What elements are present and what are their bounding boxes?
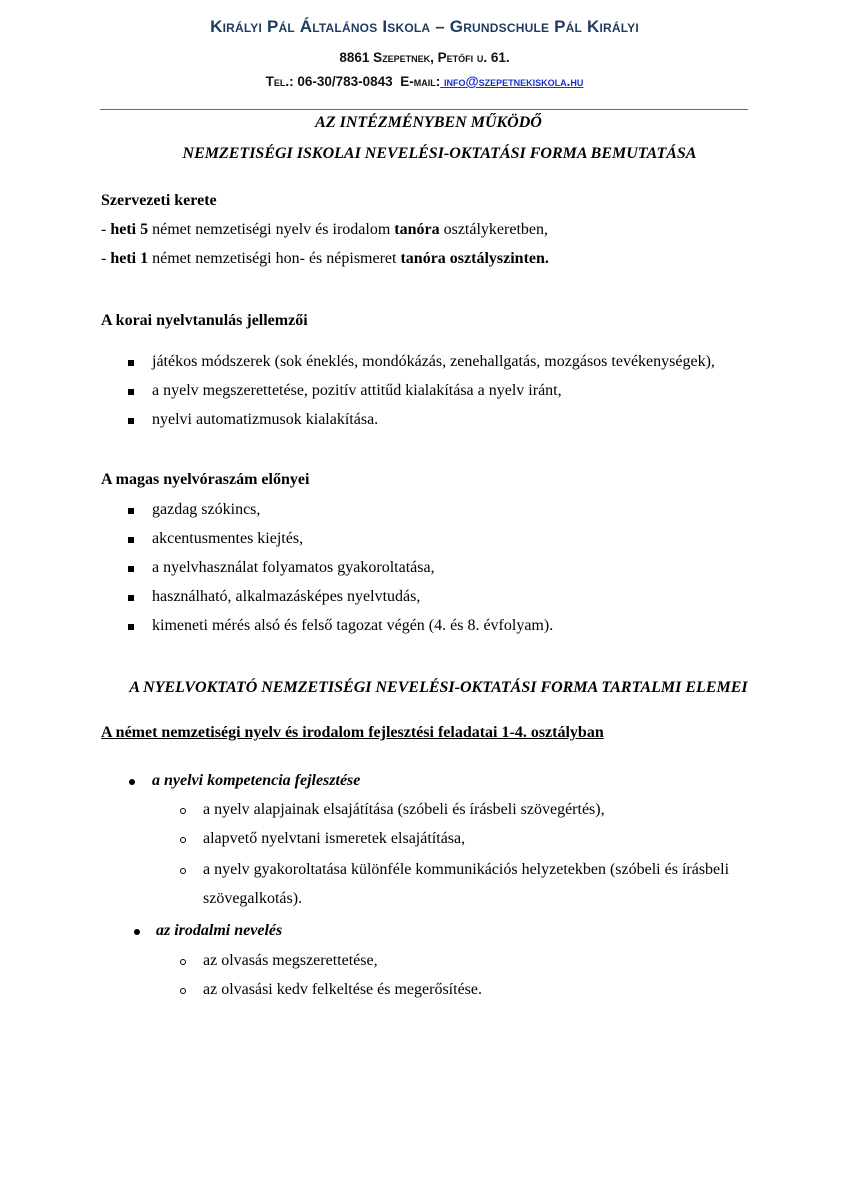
square-bullet-icon (128, 566, 134, 572)
square-bullet-icon (128, 624, 134, 630)
organization-line (101, 250, 549, 268)
list-item: a nyelvhasználat folyamatos gyakoroltatása, (152, 559, 435, 576)
organization-heading: Szervezeti kerete (101, 192, 217, 209)
bullet-icon (134, 929, 140, 935)
list-item: alapvető nyelvtani ismeretek elsajátítása, (203, 830, 466, 847)
dash: - (101, 250, 111, 267)
list-item: gazdag szókincs, (152, 501, 261, 518)
list-item: használható, alkalmazásképes nyelvtudás, (152, 588, 421, 605)
list-item: a nyelv alapjainak elsajátítása (szóbeli és írásbeli szövegértés), (203, 801, 605, 818)
square-bullet-icon (128, 537, 134, 543)
school-address: 8861 Szepetnek, Petőfi u. 61. (339, 50, 510, 65)
circle-bullet-icon (180, 808, 186, 814)
square-bullet-icon (128, 418, 134, 424)
group-title: a nyelvi kompetencia fejlesztése (152, 772, 361, 789)
bold-text: tanóra (394, 221, 440, 238)
text: osztálykeretben, (439, 221, 548, 238)
email-label: E-mail: (400, 74, 441, 89)
circle-bullet-icon (180, 837, 186, 843)
circle-bullet-icon (180, 988, 186, 994)
bold-text: tanóra osztályszinten. (400, 250, 549, 267)
school-contact (0, 74, 849, 89)
list-item-continuation: szövegalkotás). (203, 890, 303, 907)
email-link[interactable]: info@szepetnekiskola.hu (440, 74, 584, 89)
advantages-heading: A magas nyelvóraszám előnyei (101, 471, 310, 488)
school-name: Királyi Pál Általános Iskola – Grundschule Pál Királyi (210, 17, 639, 36)
list-item: kimeneti mérés alsó és felső tagozat végén (4. és 8. évfolyam). (152, 617, 554, 634)
list-item: nyelvi automatizmusok kialakítása. (152, 411, 379, 428)
square-bullet-icon (128, 595, 134, 601)
bullet-icon (129, 779, 135, 785)
list-item: az olvasási kedv felkeltése és megerősítése. (203, 981, 482, 998)
title-line-2: NEMZETISÉGI ISKOLAI NEVELÉSI-OKTATÁSI FORMA BEMUTATÁSA (182, 145, 697, 162)
phone: Tel.: 06-30/783-0843 (265, 74, 393, 89)
circle-bullet-icon (180, 959, 186, 965)
square-bullet-icon (128, 508, 134, 514)
list-item: a nyelv gyakoroltatása különféle kommunikációs helyzetekben (szóbeli és írásbeli (203, 861, 730, 878)
square-bullet-icon (128, 360, 134, 366)
early-learning-heading: A korai nyelvtanulás jellemzői (101, 312, 308, 329)
bold-text: heti 1 (110, 250, 149, 267)
text: német nemzetiségi nyelv és irodalom (148, 221, 395, 238)
group-title: az irodalmi nevelés (156, 922, 283, 939)
bold-text: heti 5 (110, 221, 149, 238)
title-line-1: AZ INTÉZMÉNYBEN MŰKÖDŐ (315, 114, 542, 131)
list-item: az olvasás megszerettetése, (203, 952, 378, 969)
header-divider (100, 109, 748, 110)
list-item: a nyelv megszerettetése, pozitív attitűd kialakítása a nyelv iránt, (152, 382, 562, 399)
circle-bullet-icon (180, 868, 186, 874)
list-item: játékos módszerek (sok éneklés, mondókázás, zenehallgatás, mozgásos tevékenységek), (152, 353, 715, 370)
text: német nemzetiségi hon- és népismeret (148, 250, 401, 267)
content-elements-subheading: A német nemzetiségi nyelv és irodalom fejlesztési feladatai 1-4. osztályban (101, 724, 604, 741)
organization-line (101, 221, 548, 239)
content-elements-heading: A NYELVOKTATÓ NEMZETISÉGI NEVELÉSI-OKTATÁSI FORMA TARTALMI ELEMEI (129, 679, 748, 696)
square-bullet-icon (128, 389, 134, 395)
dash: - (101, 221, 111, 238)
list-item: akcentusmentes kiejtés, (152, 530, 304, 547)
